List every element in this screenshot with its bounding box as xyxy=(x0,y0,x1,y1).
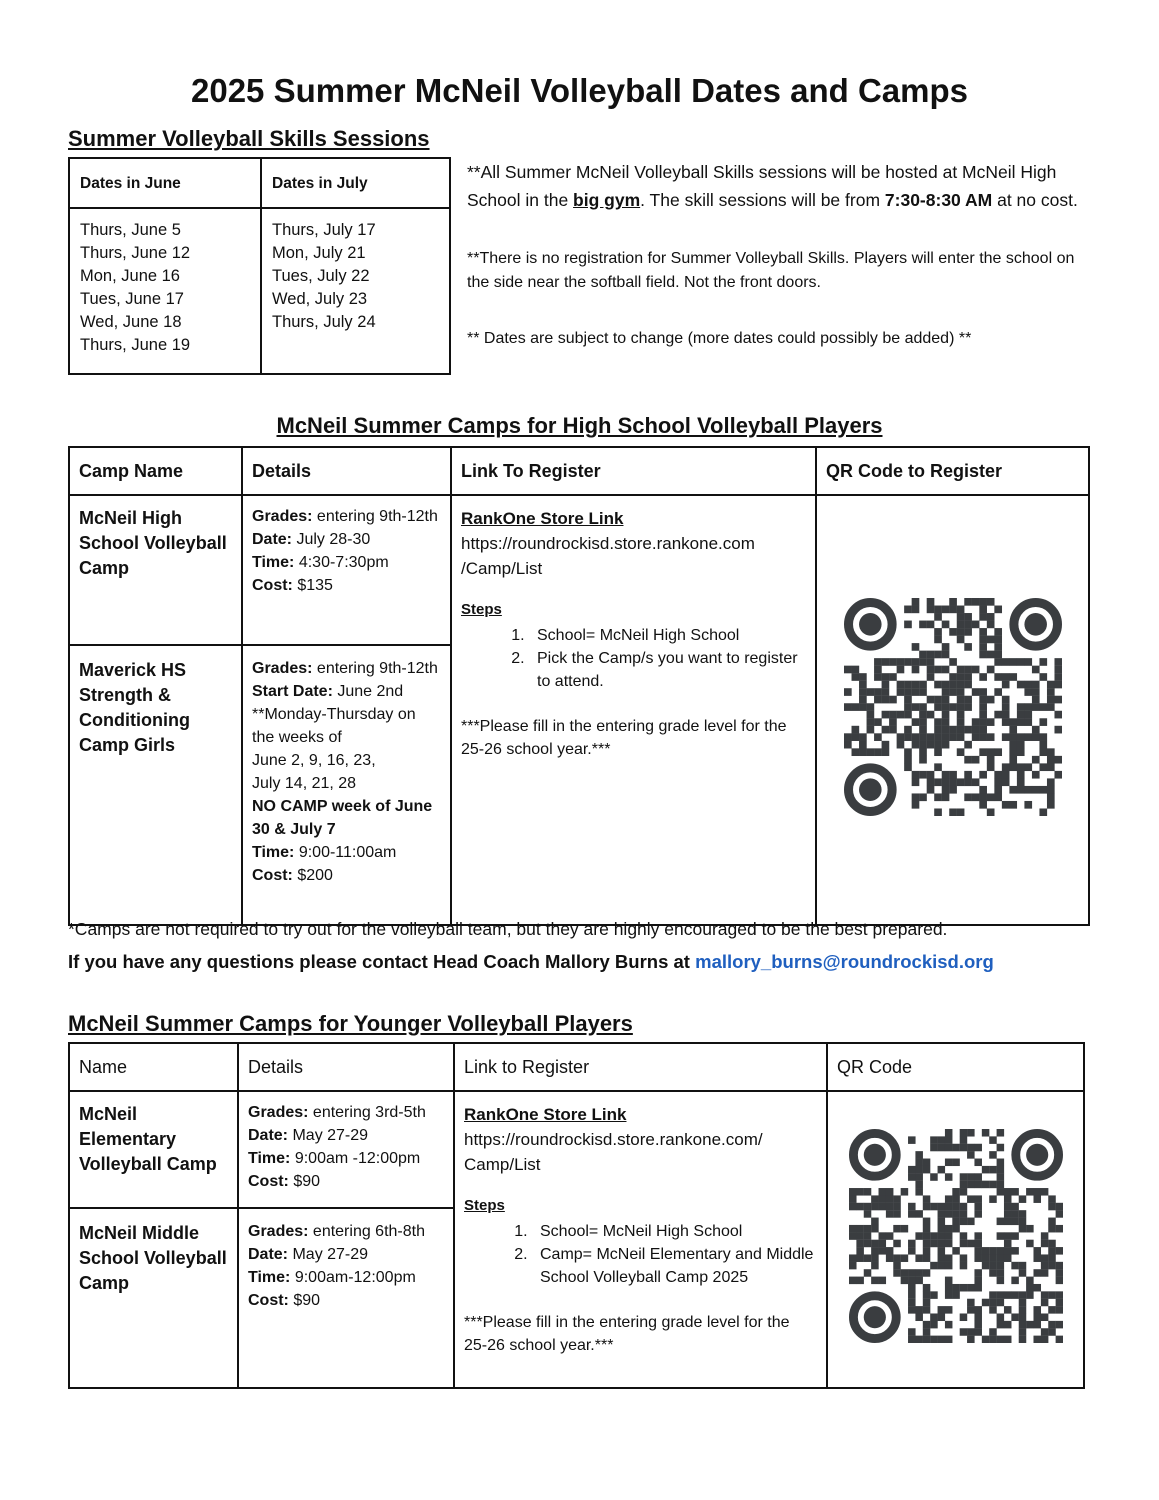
time-value: 9:00am -12:00pm xyxy=(290,1150,421,1167)
young-camps-table xyxy=(68,1042,1085,1389)
time-label: Time: xyxy=(252,844,295,861)
young-camp2-details xyxy=(238,1208,454,1388)
july-date: Tues, July 22 xyxy=(272,267,370,285)
hs-qr-cell xyxy=(816,495,1089,925)
june-dates-cell xyxy=(69,208,261,374)
skills-registration-note: **There is no registration for Summer Volleyball Skills. Players will enter the school on the side near the softball field. Not the front doors. xyxy=(467,250,1075,291)
grades-label: Grades: xyxy=(252,660,313,677)
rankone-store-link[interactable]: RankOne Store Link xyxy=(461,509,624,528)
rankone-store-link[interactable]: RankOne Store Link xyxy=(464,1105,627,1124)
june-date: Tues, June 17 xyxy=(80,290,184,308)
date-label: Date: xyxy=(248,1246,289,1263)
june-date: Wed, June 18 xyxy=(80,313,182,331)
grades-label: Grades: xyxy=(248,1104,309,1121)
step-item: 2. Pick the Camp/s you want to register to attend. xyxy=(529,647,806,693)
contact-email-link[interactable]: mallory_burns@roundrockisd.org xyxy=(695,951,994,972)
steps-label: Steps xyxy=(461,601,502,618)
big-gym-text: big gym xyxy=(573,190,641,210)
july-date: Thurs, July 24 xyxy=(272,313,376,331)
hs-header-details: Details xyxy=(242,447,451,495)
july-dates-cell xyxy=(261,208,450,374)
contact-text: If you have any questions please contact Head Coach Mallory Burns at xyxy=(68,951,696,972)
hs-camps-heading xyxy=(0,413,1159,439)
hs-camp2-name: Maverick HS Strength & Conditioning Camp Girls xyxy=(69,645,242,925)
young-camps-heading: McNeil Summer Camps for Younger Volleyball Players xyxy=(68,1011,633,1036)
young-qr-cell xyxy=(827,1091,1084,1388)
young-camp1-name: McNeil Elementary Volleyball Camp xyxy=(69,1091,238,1208)
hs-header-camp-name: Camp Name xyxy=(69,447,242,495)
young-camp2-name: McNeil Middle School Volleyball Camp xyxy=(69,1208,238,1388)
step-item: 1. School= McNeil High School xyxy=(529,624,806,647)
register-url-path[interactable]: Camp/List xyxy=(464,1155,541,1174)
date-label: Date: xyxy=(252,531,293,548)
grades-label: Grades: xyxy=(252,508,313,525)
time-value: 4:30-7:30pm xyxy=(294,554,389,571)
time-value: 9:00am-12:00pm xyxy=(290,1269,416,1286)
hs-camp1-name: McNeil High School Volleyball Camp xyxy=(69,495,242,645)
start-date-value: June 2nd xyxy=(332,683,404,700)
cost-value: $90 xyxy=(288,1173,321,1190)
skills-dates-disclaimer: ** Dates are subject to change (more dates could possibly be added) ** xyxy=(467,330,972,347)
qr-code-icon[interactable] xyxy=(849,1129,1063,1343)
time-label: Time: xyxy=(252,554,295,571)
camps-required-note: *Camps are not required to try out for the volleyball team, but they are highly encouraged to be the best prepared. xyxy=(68,919,948,939)
register-url-path[interactable]: /Camp/List xyxy=(461,559,543,578)
skills-dates-table xyxy=(68,157,451,375)
page-title: 2025 Summer McNeil Volleyball Dates and Camps xyxy=(190,72,969,109)
grades-label: Grades: xyxy=(248,1223,309,1240)
start-date-label: Start Date: xyxy=(252,683,333,700)
schedule-note: **Monday-Thursday on the weeks of xyxy=(252,706,416,746)
register-url[interactable]: https://roundrockisd.store.rankone.com/ xyxy=(464,1130,763,1149)
grades-value: entering 3rd-5th xyxy=(308,1104,426,1121)
no-camp-note: NO CAMP week of June 30 & July 7 xyxy=(252,798,433,838)
grades-value: entering 9th-12th xyxy=(312,660,438,677)
skills-heading: Summer Volleyball Skills Sessions xyxy=(68,126,430,151)
contact-line xyxy=(68,951,994,973)
hs-header-qr: QR Code to Register xyxy=(816,447,1089,495)
june-date: Mon, June 16 xyxy=(80,267,180,285)
time-value: 9:00-11:00am xyxy=(294,844,397,861)
cost-label: Cost: xyxy=(248,1173,289,1190)
cost-value: $200 xyxy=(292,867,333,884)
young-header-details: Details xyxy=(238,1043,454,1091)
cost-value: $135 xyxy=(292,577,333,594)
grades-value: entering 9th-12th xyxy=(312,508,438,525)
july-date: Mon, July 21 xyxy=(272,244,366,262)
note-text: . The skill sessions will be from xyxy=(640,190,885,210)
cost-label: Cost: xyxy=(252,867,293,884)
young-header-link: Link to Register xyxy=(454,1043,827,1091)
session-time: 7:30-8:30 AM xyxy=(884,190,993,210)
young-header-qr: QR Code xyxy=(827,1043,1084,1091)
june-date: Thurs, June 19 xyxy=(80,336,191,354)
steps-list xyxy=(461,624,806,693)
weeks-july: July 14, 21, 28 xyxy=(252,775,357,792)
steps-list xyxy=(464,1220,817,1289)
july-header: Dates in July xyxy=(261,158,450,208)
register-url[interactable]: https://roundrockisd.store.rankone.com xyxy=(461,534,755,553)
july-date: Thurs, July 17 xyxy=(272,221,376,239)
date-value: May 27-29 xyxy=(288,1127,369,1144)
july-date: Wed, July 23 xyxy=(272,290,368,308)
cost-label: Cost: xyxy=(252,577,293,594)
date-label: Date: xyxy=(248,1127,289,1144)
time-label: Time: xyxy=(248,1150,291,1167)
skills-location-note xyxy=(467,158,1087,214)
hs-register-cell xyxy=(451,495,816,925)
hs-camps-table xyxy=(68,446,1090,926)
cost-value: $90 xyxy=(288,1292,321,1309)
date-value: May 27-29 xyxy=(288,1246,369,1263)
note-text: at no cost. xyxy=(992,190,1078,210)
cost-label: Cost: xyxy=(248,1292,289,1309)
hs-camps-heading-text: McNeil Summer Camps for High School Volleyball Players xyxy=(276,413,883,438)
june-date: Thurs, June 5 xyxy=(80,221,181,239)
qr-code-icon[interactable] xyxy=(844,598,1062,816)
weeks-june: June 2, 9, 16, 23, xyxy=(252,752,376,769)
grades-value: entering 6th-8th xyxy=(308,1223,425,1240)
young-camp1-details xyxy=(238,1091,454,1208)
young-register-cell xyxy=(454,1091,827,1388)
date-value: July 28-30 xyxy=(292,531,371,548)
hs-camp2-details xyxy=(242,645,451,925)
step-item: 2. Camp= McNeil Elementary and Middle School Volleyball Camp 2025 xyxy=(532,1243,817,1289)
hs-header-link: Link To Register xyxy=(451,447,816,495)
steps-label: Steps xyxy=(464,1197,505,1214)
hs-camp1-details xyxy=(242,495,451,645)
young-header-name: Name xyxy=(69,1043,238,1091)
grade-level-note: ***Please fill in the entering grade level for the 25-26 school year.*** xyxy=(464,1314,790,1354)
step-item: 1. School= McNeil High School xyxy=(532,1220,817,1243)
time-label: Time: xyxy=(248,1269,291,1286)
june-header: Dates in June xyxy=(69,158,261,208)
note-text: **All Summer McNeil Volleyball Skills sessions will be hosted at McNeil High School in the xyxy=(467,162,1057,210)
grade-level-note: ***Please fill in the entering grade level for the 25-26 school year.*** xyxy=(461,718,787,758)
june-date: Thurs, June 12 xyxy=(80,244,191,262)
